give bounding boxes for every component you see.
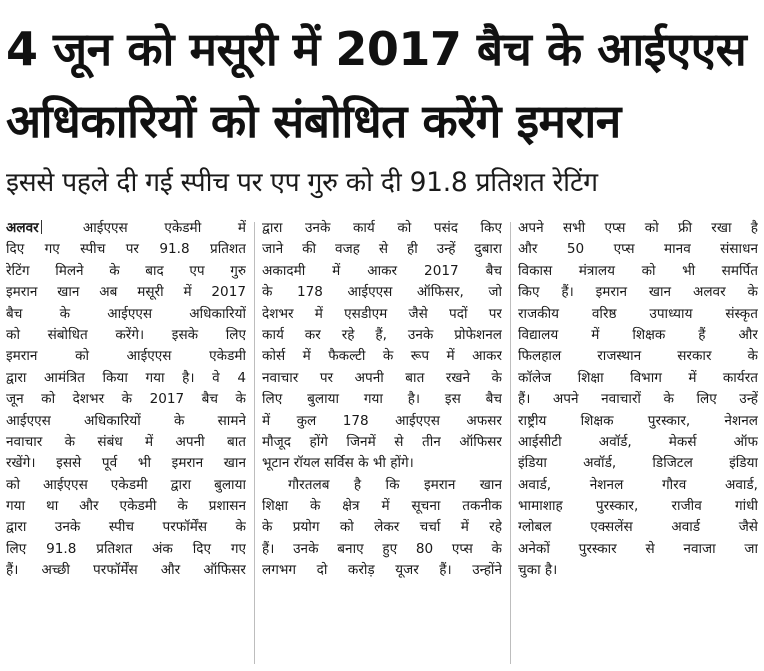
column-divider xyxy=(510,222,511,664)
article-line: के प्रयोग को लेकर चर्चा में रहे xyxy=(262,519,502,536)
article-line: रेटिंग मिलने के बाद एप गुरु xyxy=(6,262,246,279)
article-line: द्वारा आमंत्रित किया गया है। वे 4 xyxy=(6,369,246,386)
article-line: चुका है। xyxy=(518,562,558,579)
article-line: रखेंगे। इससे पूर्व भी इमरान खान xyxy=(6,455,246,472)
article-column-1 xyxy=(6,218,246,668)
article-line: गौरतलब है कि इमरान खान xyxy=(288,476,502,493)
article-line: अकादमी में आकर 2017 बैच xyxy=(262,262,502,279)
article-line: को आईएएस एकेडमी द्वारा बुलाया xyxy=(6,476,246,493)
article-line: कोर्स में फैकल्टी के रूप में आकर xyxy=(262,348,502,365)
article-line: हैं। उनके बनाए हुए 80 एप्स के xyxy=(262,540,502,557)
article-line: लिए 91.8 प्रतिशत अंक दिए गए xyxy=(6,540,246,557)
article-line: और 50 एप्स मानव संसाधन xyxy=(518,241,758,258)
article-line: देशभर में एसडीएम जैसे पदों पर xyxy=(262,305,502,322)
article-line: द्वारा उनके स्पीच परफॉर्मेंस के xyxy=(6,519,246,536)
article-line: कॉलेज शिक्षा विभाग में कार्यरत xyxy=(518,369,758,386)
subheadline: इससे पहले दी गई स्पीच पर एप गुरु को दी 91.8 प्रतिशत रेटिंग xyxy=(6,167,598,198)
article-line: फिलहाल राजस्थान सरकार के xyxy=(518,348,758,365)
article-line: के 178 आईएएस ऑफिसर, जो xyxy=(262,284,502,301)
article-line: बैच के आईएएस अधिकारियों xyxy=(6,305,246,322)
article-line: किए हैं। इमरान खान अलवर के xyxy=(518,284,758,301)
article-line: राजकीय वरिष्ठ उपाध्याय संस्कृत xyxy=(518,305,758,322)
headline-line-1: 4 जून को मसूरी में 2017 बैच के आईएएस xyxy=(6,22,747,76)
article-line: दिए गए स्पीच पर 91.8 प्रतिशत xyxy=(6,241,246,258)
article-line: गया था और एकेडमी के प्रशासन xyxy=(6,498,246,515)
dateline: अलवर xyxy=(6,220,39,236)
article-line xyxy=(6,218,246,239)
article-line: द्वारा उनके कार्य को पसंद किए xyxy=(262,220,502,236)
article-line: जाने की वजह से ही उन्हें दुबारा xyxy=(262,241,502,258)
article-line: जून को देशभर के 2017 बैच के xyxy=(6,391,246,408)
column-divider xyxy=(254,222,255,664)
dateline-separator xyxy=(41,220,43,234)
article-line-text: आईएएस एकेडमी में xyxy=(82,220,246,236)
article-line: हैं। अपने नवाचारों के लिए उन्हें xyxy=(518,391,758,408)
article-line: मौजूद होंगे जिनमें से तीन ऑफिसर xyxy=(262,433,502,450)
article-line: में कुल 178 आईएएस अफसर xyxy=(262,412,502,429)
article-line: इंडिया अवॉर्ड, डिजिटल इंडिया xyxy=(518,455,758,472)
article-line: भूटान रॉयल सर्विस के भी होंगे। xyxy=(262,455,414,472)
article-line: आईएएस अधिकारियों के सामने xyxy=(6,412,246,429)
article-line: शिक्षा के क्षेत्र में सूचना तकनीक xyxy=(262,498,502,515)
article-column-3 xyxy=(518,218,758,668)
article-line: इमरान को आईएएस एकेडमी xyxy=(6,348,246,365)
article-line: ग्लोबल एक्सलेंस अवार्ड जैसे xyxy=(518,519,758,536)
article-line: लगभग दो करोड़ यूजर हैं। उन्होंने xyxy=(262,562,502,579)
article-line: नवाचार के संबंध में अपनी बात xyxy=(6,433,246,450)
article-line: कार्य कर रहे हैं, उनके प्रोफेशनल xyxy=(262,326,502,343)
article-line: नवाचार पर अपनी बात रखने के xyxy=(262,369,502,386)
article-line: लिए बुलाया गया है। इस बैच xyxy=(262,391,502,408)
article-line: आईसीटी अवॉर्ड, मेकर्स ऑफ xyxy=(518,433,758,450)
article-line: अवार्ड, नेशनल गौरव अवार्ड, xyxy=(518,476,758,493)
article-column-2 xyxy=(262,218,502,668)
headline-line-2: अधिकारियों को संबोधित करेंगे इमरान xyxy=(6,94,621,148)
article-body xyxy=(6,218,758,668)
article-line: इमरान खान अब मसूरी में 2017 xyxy=(6,284,246,301)
article-line: अपने सभी एप्स को फ्री रखा है xyxy=(518,220,758,236)
article-line: विकास मंत्रालय को भी समर्पित xyxy=(518,262,758,279)
article-line: को संबोधित करेंगे। इसके लिए xyxy=(6,326,246,343)
article-line: भामाशाह पुरस्कार, राजीव गांधी xyxy=(518,498,758,515)
article-line: राष्ट्रीय शिक्षक पुरस्कार, नेशनल xyxy=(518,412,758,429)
article-line: विद्यालय में शिक्षक हैं और xyxy=(518,326,758,343)
article-line: अनेकों पुरस्कार से नवाजा जा xyxy=(518,540,758,557)
article-line: हैं। अच्छी परफॉर्मेंस और ऑफिसर xyxy=(6,562,246,579)
